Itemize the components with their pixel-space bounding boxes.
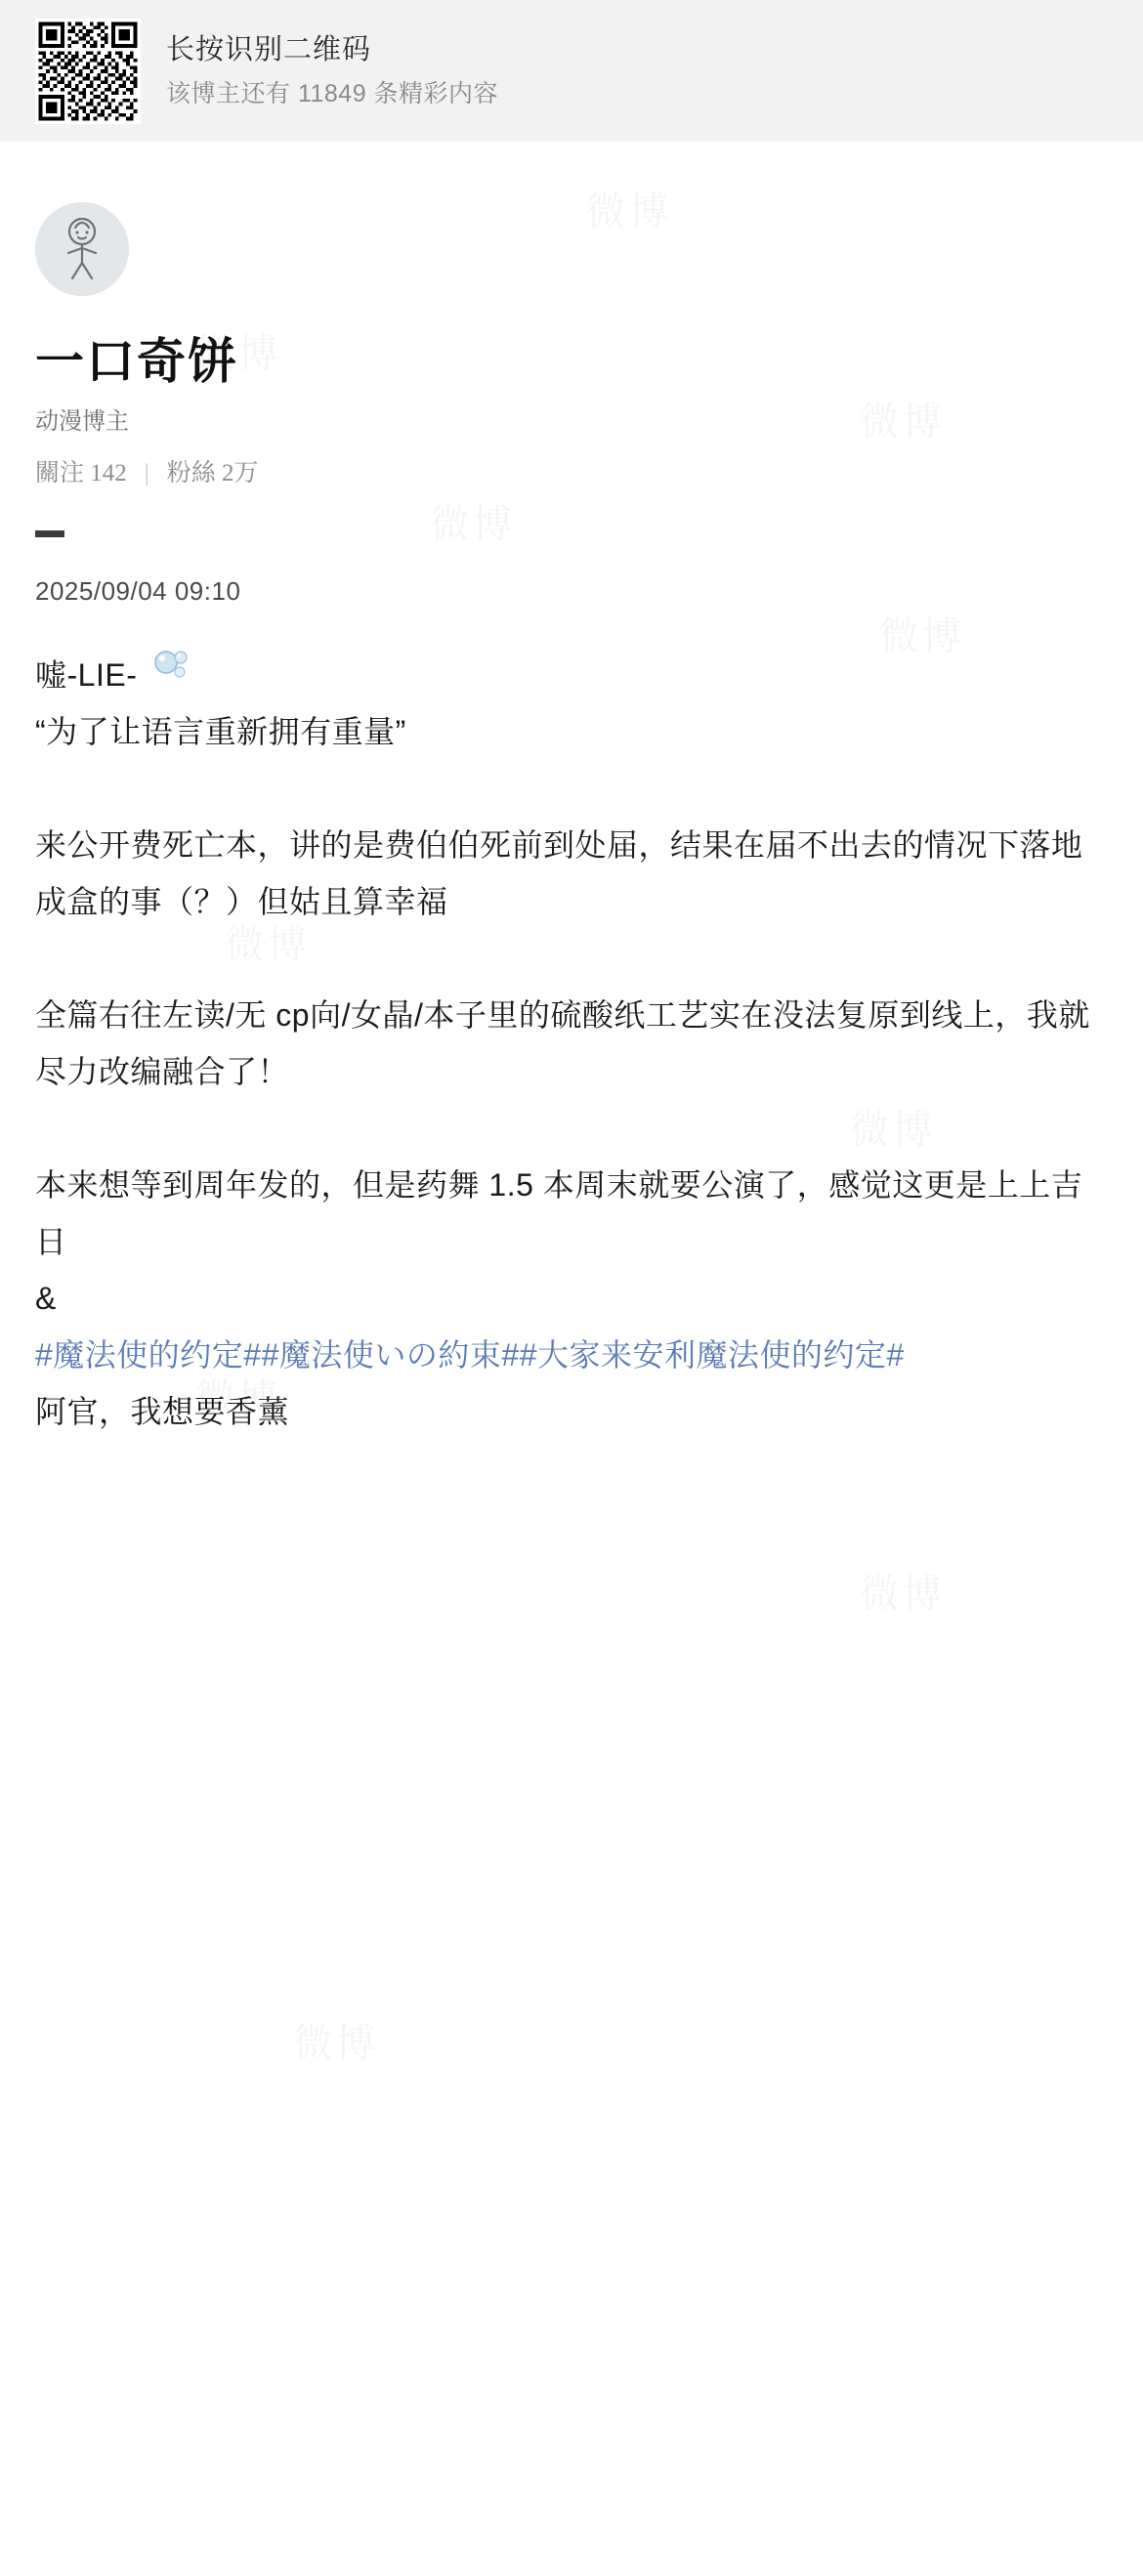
qr-code-icon[interactable]: [35, 19, 141, 124]
qr-banner-subtitle: 该博主还有 11849 条精彩内容: [166, 79, 499, 107]
qr-banner: [0, 0, 1143, 142]
spacer: [35, 1100, 1108, 1157]
post-subtitle: “为了让语言重新拥有重量”: [35, 714, 406, 749]
bubbles-icon: [150, 647, 193, 703]
qr-banner-title: 长按识别二维码: [166, 33, 372, 65]
following-count[interactable]: 關注 142: [35, 460, 127, 486]
user-stats: [35, 456, 1108, 491]
post-ampersand: &: [35, 1281, 57, 1316]
post-content: [35, 647, 1108, 1440]
stats-divider: |: [144, 460, 149, 486]
watermark: [293, 2012, 379, 2068]
post-title: 嘘-LIE-: [35, 657, 138, 693]
separator-dash: [35, 530, 64, 537]
post-timestamp: 2025/09/04 09:10: [35, 576, 241, 606]
avatar-row: [35, 142, 1108, 296]
post-container: [0, 142, 1143, 1440]
watermark: [860, 1563, 946, 1619]
qr-banner-text: [166, 30, 498, 112]
post-title-line: [35, 647, 1108, 703]
spacer: [35, 760, 1108, 817]
avatar[interactable]: [35, 202, 129, 296]
spacer: [35, 930, 1108, 987]
username[interactable]: 一口奇饼: [35, 334, 238, 389]
followers-count[interactable]: 粉絲 2万: [166, 460, 259, 486]
post-paragraph-4: 阿官，我想要香薰: [35, 1394, 290, 1429]
post-paragraph-2: 全篇右往左读/无 cp向/女晶/本子里的硫酸纸工艺实在没法复原到线上，我就尽力改编融合了！: [35, 997, 1090, 1089]
post-paragraph-3: 本来想等到周年发的，但是药舞 1.5 本周末就要公演了，感觉这更是上上吉日: [35, 1167, 1083, 1259]
post-hashtags[interactable]: #魔法使的约定##魔法使いの約束##大家来安利魔法使的约定#: [35, 1337, 905, 1372]
user-tag: 动漫博主: [35, 408, 129, 435]
post-paragraph-1: 来公开费死亡本，讲的是费伯伯死前到处届，结果在届不出去的情况下落地成盒的事（？）但姑且算幸福: [35, 827, 1083, 919]
